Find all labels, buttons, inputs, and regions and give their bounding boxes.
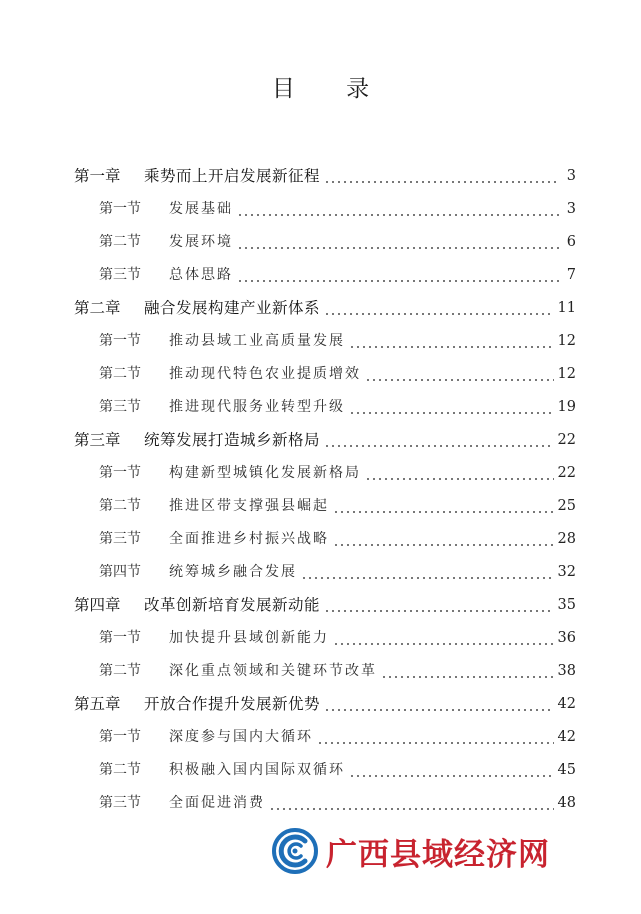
dot-leader bbox=[324, 601, 554, 613]
dot-leader bbox=[301, 568, 554, 580]
dot-leader bbox=[333, 634, 554, 646]
toc-entry-number: 第一节 bbox=[99, 201, 141, 217]
toc-entry-number: 第一节 bbox=[99, 630, 141, 646]
toc-entry-number: 第二节 bbox=[99, 498, 141, 514]
toc-entry-page-number: 35 bbox=[557, 597, 576, 613]
dot-leader bbox=[317, 733, 554, 745]
toc-entry-page-number: 42 bbox=[557, 696, 576, 712]
dot-leader bbox=[324, 436, 554, 448]
toc-entry-page-number: 32 bbox=[557, 564, 576, 580]
dot-leader bbox=[349, 766, 554, 778]
table-of-contents bbox=[74, 160, 576, 820]
toc-entry-title: 积极融入国内国际双循环 bbox=[169, 762, 345, 778]
toc-entry-number: 第二章 bbox=[74, 299, 121, 317]
toc-section-entry[interactable] bbox=[74, 721, 576, 754]
toc-entry-number: 第三节 bbox=[99, 531, 141, 547]
dot-leader bbox=[349, 337, 554, 349]
toc-entry-page-number: 28 bbox=[557, 531, 576, 547]
toc-chapter-entry[interactable] bbox=[74, 424, 576, 457]
toc-entry-title: 加快提升县域创新能力 bbox=[169, 630, 329, 646]
dot-leader bbox=[237, 271, 560, 283]
toc-entry-page-number: 22 bbox=[557, 432, 576, 448]
toc-section-entry[interactable] bbox=[74, 259, 576, 292]
toc-chapter-entry[interactable] bbox=[74, 688, 576, 721]
toc-entry-title: 深度参与国内大循环 bbox=[169, 729, 313, 745]
toc-entry-page-number: 38 bbox=[557, 663, 576, 679]
site-logo-icon bbox=[272, 828, 318, 874]
toc-entry-number: 第二节 bbox=[99, 366, 141, 382]
toc-entry-title: 融合发展构建产业新体系 bbox=[144, 299, 321, 317]
page-title: 目 录 bbox=[271, 76, 392, 102]
toc-entry-title: 总体思路 bbox=[169, 267, 233, 283]
toc-section-entry[interactable] bbox=[74, 556, 576, 589]
toc-entry-title: 统筹发展打造城乡新格局 bbox=[144, 431, 321, 449]
toc-entry-title: 推进现代服务业转型升级 bbox=[169, 399, 345, 415]
toc-entry-number: 第二节 bbox=[99, 663, 141, 679]
watermark bbox=[272, 826, 602, 876]
toc-entry-number: 第三节 bbox=[99, 267, 141, 283]
toc-chapter-entry[interactable] bbox=[74, 292, 576, 325]
toc-entry-title: 开放合作提升发展新优势 bbox=[144, 695, 321, 713]
toc-entry-title: 推进区带支撑强县崛起 bbox=[169, 498, 329, 514]
toc-section-entry[interactable] bbox=[74, 391, 576, 424]
toc-entry-page-number: 11 bbox=[557, 300, 576, 316]
toc-section-entry[interactable] bbox=[74, 787, 576, 820]
toc-entry-page-number: 36 bbox=[557, 630, 576, 646]
toc-entry-page-number: 7 bbox=[566, 267, 576, 283]
toc-entry-number: 第三节 bbox=[99, 399, 141, 415]
dot-leader bbox=[333, 502, 554, 514]
toc-entry-number: 第一节 bbox=[99, 333, 141, 349]
toc-entry-title: 构建新型城镇化发展新格局 bbox=[169, 465, 361, 481]
toc-section-entry[interactable] bbox=[74, 490, 576, 523]
toc-entry-number: 第三节 bbox=[99, 795, 141, 811]
toc-section-entry[interactable] bbox=[74, 358, 576, 391]
toc-entry-title: 发展基础 bbox=[169, 201, 233, 217]
toc-entry-number: 第五章 bbox=[74, 695, 121, 713]
toc-section-entry[interactable] bbox=[74, 193, 576, 226]
toc-entry-number: 第二节 bbox=[99, 234, 141, 250]
dot-leader bbox=[324, 700, 554, 712]
toc-section-entry[interactable] bbox=[74, 325, 576, 358]
toc-entry-title: 乘势而上开启发展新征程 bbox=[144, 167, 321, 185]
toc-entry-page-number: 12 bbox=[557, 366, 576, 382]
dot-leader bbox=[324, 304, 554, 316]
toc-entry-number: 第一节 bbox=[99, 465, 141, 481]
toc-chapter-entry[interactable] bbox=[74, 160, 576, 193]
toc-entry-number: 第一节 bbox=[99, 729, 141, 745]
toc-entry-title: 推动现代特色农业提质增效 bbox=[169, 366, 361, 382]
watermark-text: 广西县域经济网 bbox=[326, 836, 550, 873]
toc-entry-page-number: 3 bbox=[566, 201, 576, 217]
dot-leader bbox=[237, 238, 560, 250]
toc-section-entry[interactable] bbox=[74, 754, 576, 787]
toc-entry-title: 改革创新培育发展新动能 bbox=[144, 596, 321, 614]
toc-entry-title: 全面促进消费 bbox=[169, 795, 265, 811]
toc-entry-title: 深化重点领域和关键环节改革 bbox=[169, 663, 377, 679]
toc-entry-page-number: 42 bbox=[557, 729, 576, 745]
toc-entry-page-number: 48 bbox=[557, 795, 576, 811]
toc-entry-title: 推动县域工业高质量发展 bbox=[169, 333, 345, 349]
toc-entry-title: 全面推进乡村振兴战略 bbox=[169, 531, 329, 547]
dot-leader bbox=[269, 799, 554, 811]
toc-entry-page-number: 45 bbox=[557, 762, 576, 778]
toc-entry-page-number: 25 bbox=[557, 498, 576, 514]
toc-entry-number: 第三章 bbox=[74, 431, 121, 449]
toc-section-entry[interactable] bbox=[74, 457, 576, 490]
toc-entry-number: 第二节 bbox=[99, 762, 141, 778]
dot-leader bbox=[381, 667, 554, 679]
toc-entry-number: 第四章 bbox=[74, 596, 121, 614]
toc-entry-title: 统筹城乡融合发展 bbox=[169, 564, 297, 580]
toc-chapter-entry[interactable] bbox=[74, 589, 576, 622]
dot-leader bbox=[237, 205, 560, 217]
toc-entry-page-number: 12 bbox=[557, 333, 576, 349]
toc-entry-title: 发展环境 bbox=[169, 234, 233, 250]
toc-entry-number: 第一章 bbox=[74, 167, 121, 185]
dot-leader bbox=[333, 535, 554, 547]
toc-section-entry[interactable] bbox=[74, 622, 576, 655]
toc-entry-page-number: 22 bbox=[557, 465, 576, 481]
dot-leader bbox=[324, 172, 560, 184]
dot-leader bbox=[365, 370, 554, 382]
toc-section-entry[interactable] bbox=[74, 655, 576, 688]
toc-entry-page-number: 19 bbox=[557, 399, 576, 415]
dot-leader bbox=[349, 403, 554, 415]
toc-section-entry[interactable] bbox=[74, 523, 576, 556]
toc-entry-page-number: 6 bbox=[566, 234, 576, 250]
toc-entry-number: 第四节 bbox=[99, 564, 141, 580]
dot-leader bbox=[365, 469, 554, 481]
toc-section-entry[interactable] bbox=[74, 226, 576, 259]
toc-entry-page-number: 3 bbox=[566, 168, 576, 184]
